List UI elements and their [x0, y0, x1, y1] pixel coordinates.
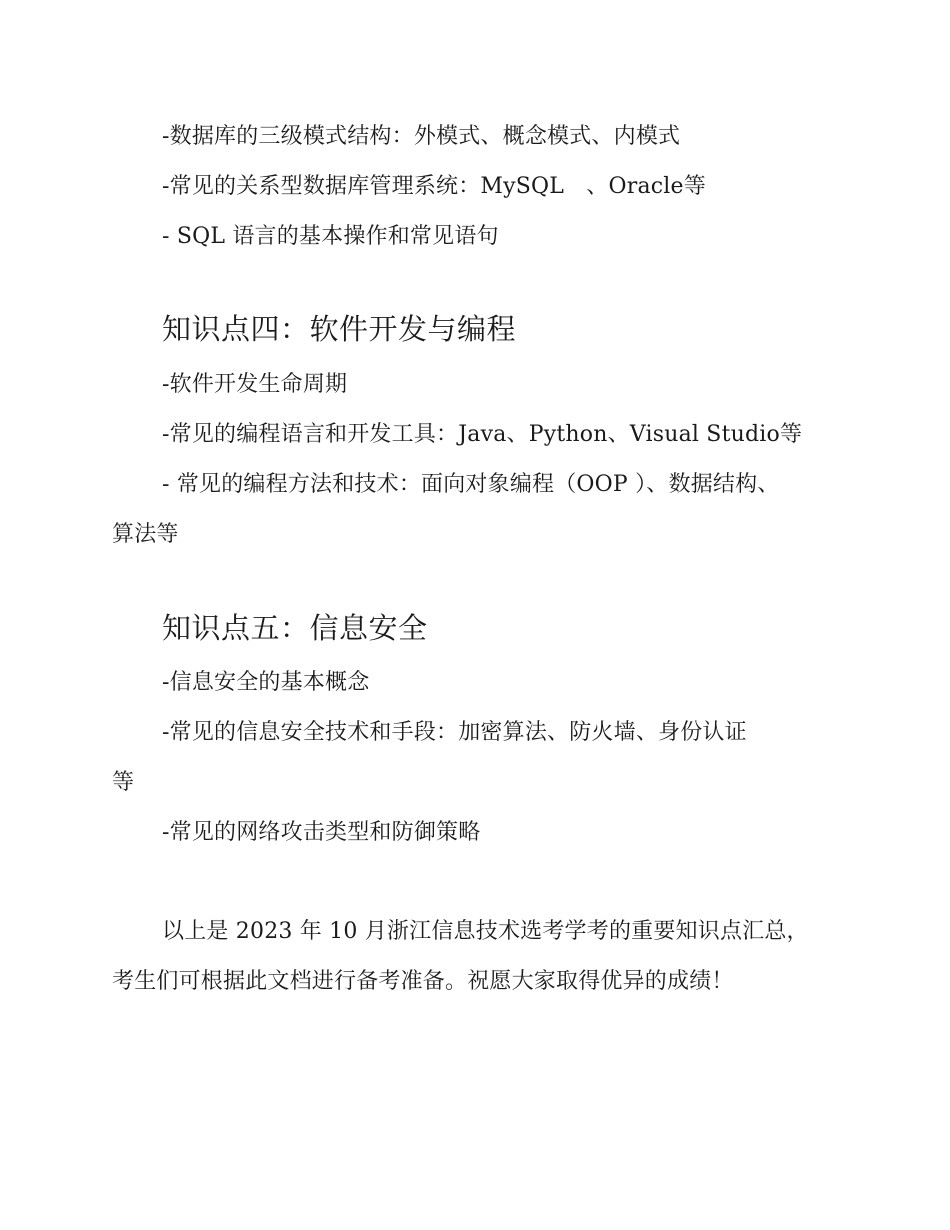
four-item-methods: - 常见的编程方法和技术：面向对象编程（OOP ）、数据结构、: [162, 472, 780, 497]
five-item-techniques: -常见的信息安全技术和手段：加密算法、防火墙、身份认证: [162, 720, 747, 745]
closing-line-2: 考生们可根据此文档进行备考准备。祝愿大家取得优异的成绩！: [112, 969, 734, 994]
db-item-schema: -数据库的三级模式结构：外模式、概念模式、内模式: [162, 124, 681, 149]
closing-line-1: 以上是 2023 年 10 月浙江信息技术选考学考的重要知识点汇总，: [162, 919, 809, 944]
five-item-techniques-cont: 等: [112, 770, 135, 795]
section-five-heading: 知识点五：信息安全: [162, 611, 428, 645]
five-item-attacks: -常见的网络攻击类型和防御策略: [162, 820, 481, 845]
five-item-concepts: -信息安全的基本概念: [162, 670, 370, 695]
db-item-rdbms: -常见的关系型数据库管理系统：MySQL 、Oracle等: [162, 174, 706, 199]
section-four-heading: 知识点四：软件开发与编程: [162, 312, 517, 346]
four-item-methods-cont: 算法等: [112, 522, 179, 547]
four-item-lifecycle: -软件开发生命周期: [162, 372, 348, 397]
four-item-languages: -常见的编程语言和开发工具：Java、Python、Visual Studio等: [162, 422, 803, 447]
db-item-sql: - SQL 语言的基本操作和常见语句: [162, 224, 499, 249]
